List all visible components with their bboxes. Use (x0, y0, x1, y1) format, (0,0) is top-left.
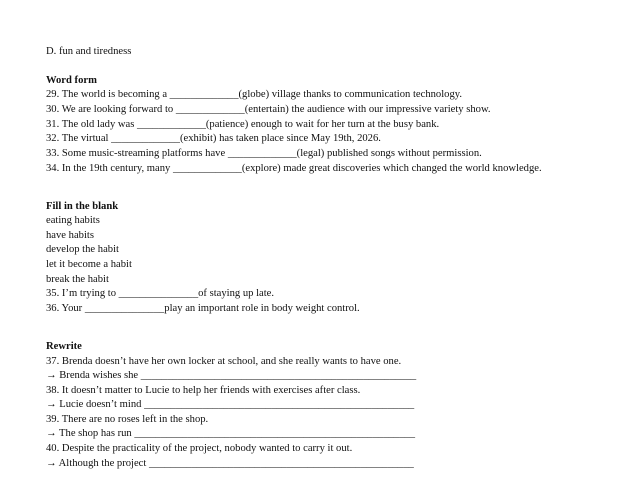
answer-option-d: D. fun and tiredness (46, 46, 132, 57)
fill-option: eating habits (46, 215, 100, 226)
question-32: 32. The virtual _____________(exhibit) has taken place since May 19th, 2026. (46, 133, 381, 144)
fill-option: let it become a habit (46, 259, 132, 270)
fill-option: have habits (46, 230, 94, 241)
fill-option: break the habit (46, 274, 109, 285)
question-38: 38. It doesn’t matter to Lucie to help her friends with exercises after class. (46, 385, 361, 396)
rewrite-heading: Rewrite (46, 341, 82, 352)
question-30: 30. We are looking forward to _____________(entertain) the audience with our impressive variety show. (46, 104, 491, 115)
answer-40: → Although the project __________________________________________________ (46, 458, 414, 469)
answer-39: → The shop has run _____________________________________________________ (46, 428, 416, 439)
question-31: 31. The old lady was _____________(patience) enough to wait for her turn at the busy bank. (46, 119, 440, 130)
question-36: 36. Your _______________play an important role in body weight control. (46, 303, 360, 314)
answer-37: → Brenda wishes she ____________________________________________________ (46, 370, 417, 381)
question-37: 37. Brenda doesn’t have her own locker at school, and she really wants to have one. (46, 356, 402, 367)
fill-option: develop the habit (46, 244, 119, 255)
question-34: 34. In the 19th century, many _____________(explore) made great discoveries which changed the world knowledge. (46, 163, 542, 174)
question-33: 33. Some music-streaming platforms have _____________(legal) published songs without permission. (46, 148, 482, 159)
question-29: 29. The world is becoming a _____________(globe) village thanks to communication technology. (46, 89, 463, 100)
question-35: 35. I’m trying to _______________of staying up late. (46, 288, 275, 299)
answer-38: → Lucie doesn’t mind ___________________________________________________ (46, 399, 415, 410)
question-40: 40. Despite the practicality of the project, nobody wanted to carry it out. (46, 443, 353, 454)
question-39: 39. There are no roses left in the shop. (46, 414, 209, 425)
fill-blank-heading: Fill in the blank (46, 201, 119, 212)
word-form-heading: Word form (46, 75, 97, 86)
